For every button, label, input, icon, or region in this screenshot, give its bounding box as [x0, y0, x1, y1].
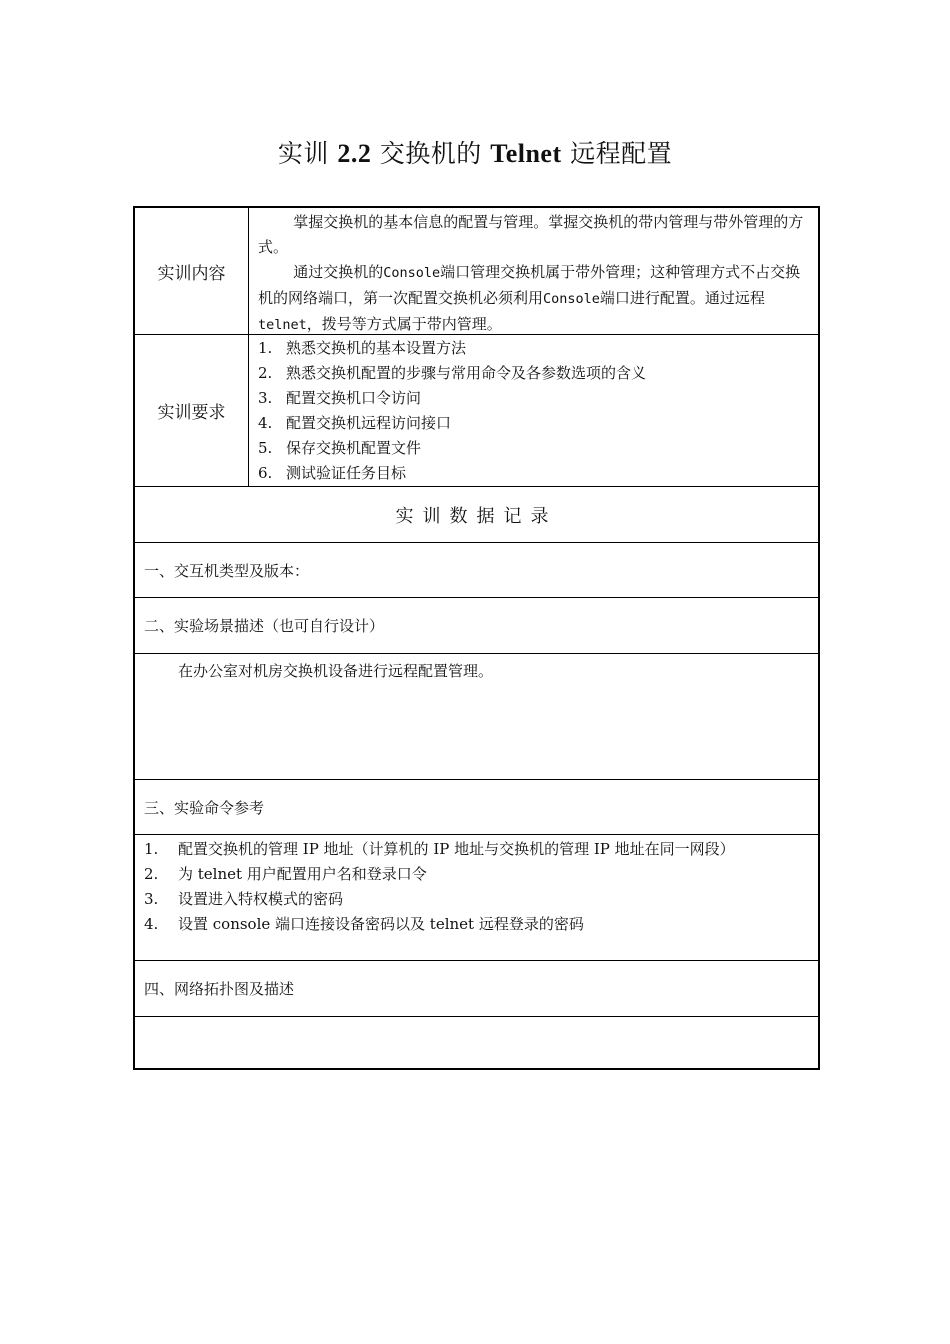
section-3-heading: 三、实验命令参考	[144, 798, 265, 817]
content-cell	[249, 208, 818, 338]
topology-row	[135, 1016, 818, 1068]
requirements-row	[135, 334, 818, 486]
commands-list	[144, 837, 810, 937]
record-title-row	[135, 486, 818, 542]
section-4-heading: 四、网络拓扑图及描述	[144, 980, 295, 998]
content-paragraph-1: 掌握交换机的基本信息的配置与管理。掌握交换机的带内管理与带外管理的方式。	[258, 213, 804, 256]
list-item: 5. 保存交换机配置文件	[258, 439, 422, 457]
scene-row	[135, 653, 818, 779]
page-title: 实训 2.2 交换机的 Telnet 远程配置	[277, 139, 673, 168]
scene-text: 在办公室对机房交换机设备进行远程配置管理。	[178, 662, 494, 680]
section-1-row	[135, 542, 818, 597]
content-label: 实训内容	[135, 208, 249, 334]
list-item: 2. 熟悉交换机配置的步骤与常用命令及各参数选项的含义	[258, 364, 647, 382]
list-item: 3. 配置交换机口令访问	[258, 389, 422, 407]
list-item: 1. 熟悉交换机的基本设置方法	[258, 339, 467, 357]
content-row	[135, 208, 818, 334]
commands-row	[135, 834, 818, 960]
list-item: 4. 设置 console 端口连接设备密码以及 telnet 远程登录的密码	[144, 915, 584, 933]
list-item: 1. 配置交换机的管理 IP 地址（计算机的 IP 地址与交换机的管理 IP 地址在同一网段）	[144, 840, 735, 858]
list-item: 4. 配置交换机远程访问接口	[258, 414, 452, 432]
section-1-heading: 一、交互机类型及版本：	[144, 561, 310, 580]
list-item: 3. 设置进入特权模式的密码	[144, 890, 344, 908]
list-item: 2. 为 telnet 用户配置用户名和登录口令	[144, 865, 427, 883]
section-2-row	[135, 597, 818, 653]
section-3-row	[135, 779, 818, 834]
requirements-cell	[249, 335, 818, 486]
section-2-heading: 二、实验场景描述（也可自行设计）	[144, 617, 385, 635]
section-4-row	[135, 960, 818, 1016]
record-title: 实训数据记录	[395, 505, 558, 527]
content-paragraph-2: 通过交换机的Console端口管理交换机属于带外管理；这种管理方式不占交换机的网络端口，第一次配置交换机必须利用Console端口进行配置。通过远程telnet，拨号等方式属于带内管理。	[258, 263, 801, 333]
list-item: 6. 测试验证任务目标	[258, 464, 407, 482]
requirements-label: 实训要求	[135, 335, 249, 486]
training-table	[133, 206, 820, 1070]
